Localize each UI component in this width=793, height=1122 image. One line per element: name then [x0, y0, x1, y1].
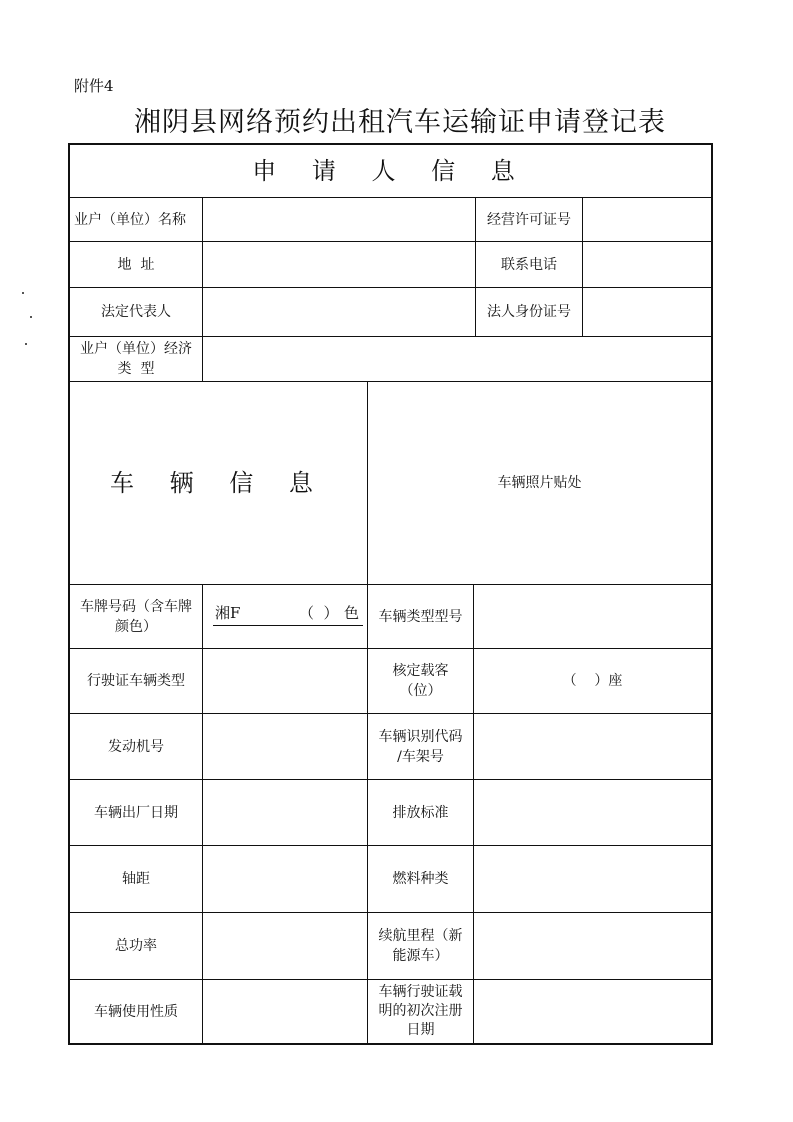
- usage-nature-field[interactable]: [203, 980, 367, 1043]
- seats-label: [368, 649, 473, 713]
- legal-representative-label: 法定代表人: [101, 304, 171, 320]
- rule: [711, 143, 713, 1045]
- license-number-field[interactable]: [583, 198, 711, 241]
- vin-label: [368, 714, 473, 779]
- vehicle-section-heading: 车 辆 信 息: [110, 469, 327, 497]
- fuel-type-label: 燃料种类: [392, 871, 449, 887]
- address-field[interactable]: [203, 242, 475, 287]
- license-vehicle-type-label: 行驶证车辆类型: [87, 673, 185, 689]
- document-title: 湘阴县网络预约出租汽车运输证申请登记表: [134, 107, 666, 138]
- rule: [68, 1043, 713, 1045]
- usage-nature-label: 车辆使用性质: [94, 1003, 178, 1020]
- plate-number-label-line2: 颜色）: [115, 618, 157, 635]
- scan-mark: [25, 343, 27, 345]
- registration-date-label: [368, 980, 473, 1043]
- total-power-label: 总功率: [115, 938, 157, 954]
- economic-type-label-line2: 类 型: [117, 361, 155, 377]
- range-label: [368, 913, 473, 979]
- factory-date-field[interactable]: [203, 780, 367, 845]
- business-name-field[interactable]: [203, 198, 475, 241]
- vin-label-line2: /车架号: [397, 748, 444, 765]
- scan-mark: [30, 316, 32, 318]
- economic-type-field[interactable]: [203, 337, 711, 381]
- seats-field[interactable]: （ ）座: [562, 673, 623, 689]
- application-form: [68, 143, 713, 1045]
- vehicle-model-label: 车辆类型型号: [378, 608, 463, 625]
- attachment-label: 附件4: [74, 77, 114, 95]
- plate-number-value: [213, 603, 363, 626]
- economic-type-label-line1: 业户（单位）经济: [80, 341, 192, 357]
- legal-id-field[interactable]: [583, 288, 711, 336]
- plate-prefix: 湘F: [215, 604, 241, 622]
- emission-standard-field[interactable]: [474, 780, 711, 845]
- emission-standard-label: 排放标准: [392, 804, 449, 821]
- registration-date-label-line3: 日期: [406, 1022, 435, 1038]
- plate-color-paren: （ ）: [299, 604, 339, 622]
- range-field[interactable]: [474, 913, 711, 979]
- address-label: 地 址: [117, 256, 155, 273]
- wheelbase-field[interactable]: [203, 846, 367, 912]
- plate-number-label: [70, 585, 202, 648]
- legal-representative-field[interactable]: [203, 288, 475, 336]
- phone-label: 联系电话: [501, 256, 557, 273]
- license-vehicle-type-field[interactable]: [203, 649, 367, 713]
- plate-number-label-line1: 车牌号码（含车牌: [80, 598, 192, 615]
- applicant-section-heading: 申 请 人 信 息: [252, 157, 529, 185]
- factory-date-label: 车辆出厂日期: [94, 804, 178, 821]
- engine-number-field[interactable]: [203, 714, 367, 779]
- total-power-field[interactable]: [203, 913, 367, 979]
- seats-label-line1: 核定载客: [392, 663, 449, 679]
- range-label-line2: 能源车）: [392, 948, 449, 964]
- seats-label-line2: （位）: [399, 683, 442, 699]
- legal-id-label: 法人身份证号: [487, 304, 571, 320]
- vehicle-photo-area[interactable]: 车辆照片贴处: [497, 475, 582, 491]
- range-label-line1: 续航里程（新: [378, 928, 463, 944]
- vin-field[interactable]: [474, 714, 711, 779]
- license-number-label: 经营许可证号: [487, 211, 571, 228]
- engine-number-label: 发动机号: [108, 738, 164, 755]
- plate-number-field[interactable]: [203, 585, 367, 648]
- fuel-type-field[interactable]: [474, 846, 711, 912]
- scan-mark: [22, 292, 24, 294]
- business-name-label: 业户（单位）名称: [74, 211, 186, 228]
- phone-field[interactable]: [583, 242, 711, 287]
- economic-type-label: [70, 337, 202, 381]
- vin-label-line1: 车辆识别代码: [378, 728, 463, 745]
- registration-date-field[interactable]: [474, 980, 711, 1043]
- registration-date-label-line1: 车辆行驶证载: [378, 984, 463, 1000]
- wheelbase-label: 轴距: [122, 871, 150, 887]
- registration-date-label-line2: 明的初次注册: [378, 1003, 463, 1019]
- vehicle-model-field[interactable]: [474, 585, 711, 648]
- plate-color-suffix: 色: [344, 604, 360, 622]
